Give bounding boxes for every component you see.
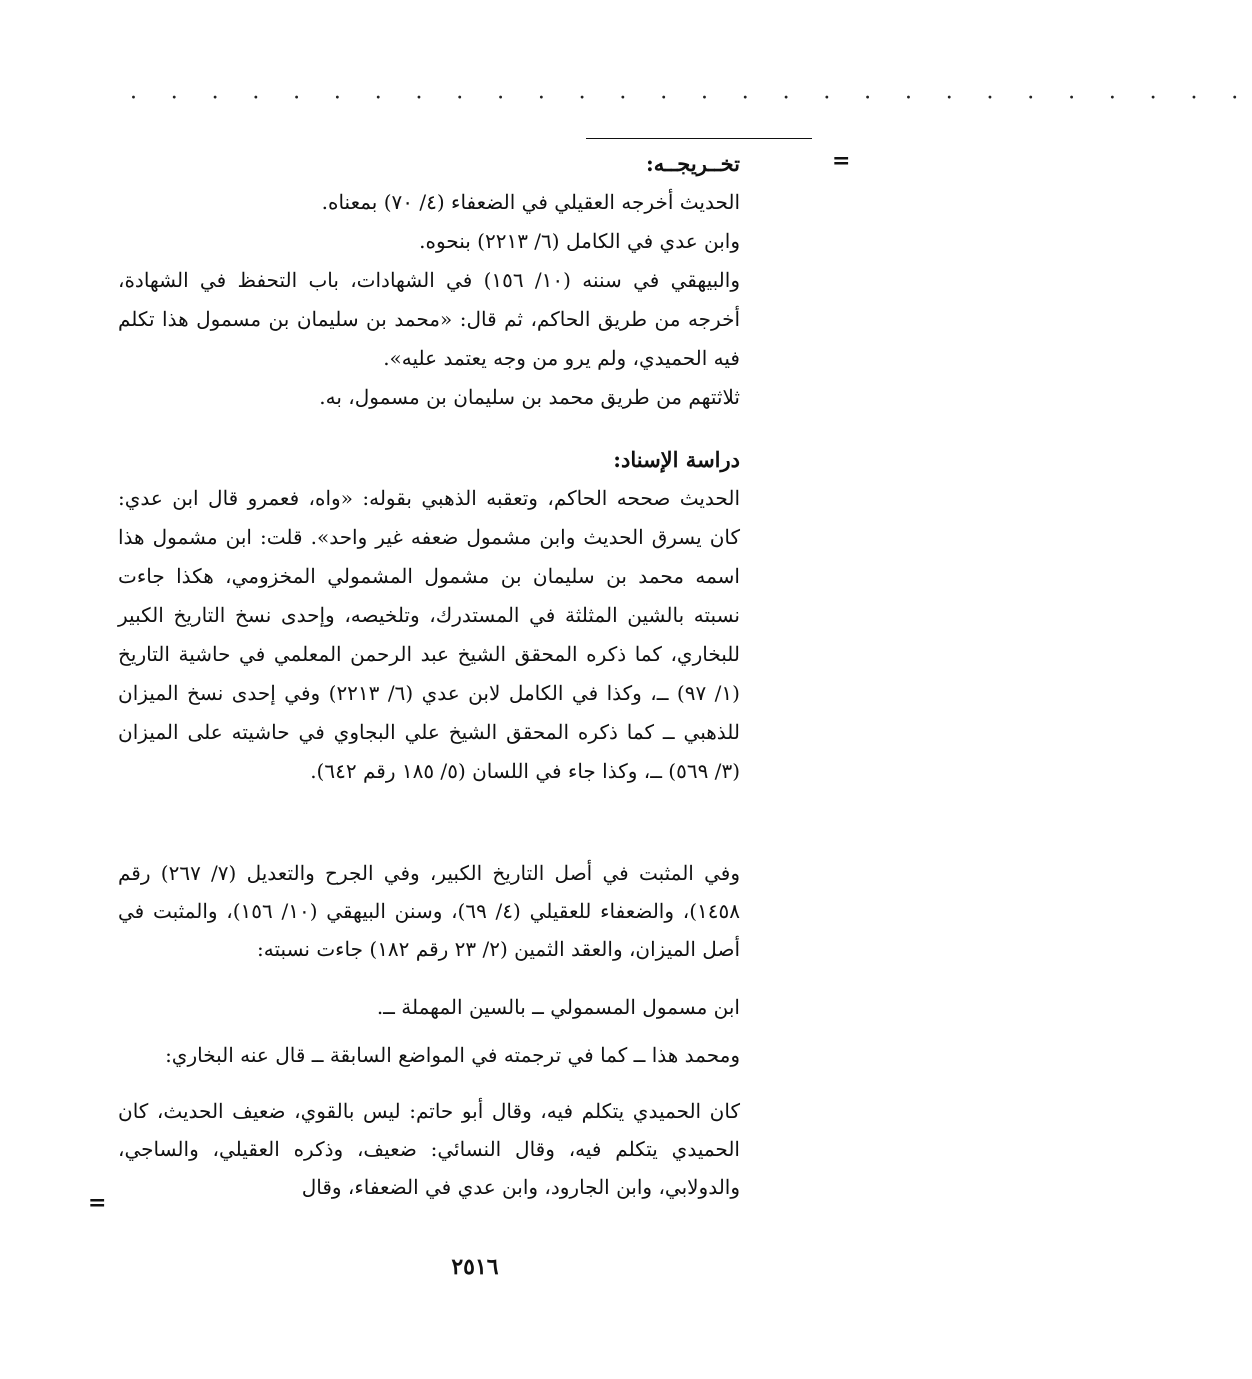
takhrij-line: الحديث أخرجه العقيلي في الضعفاء (٤/ ٧٠) بمعناه. — [321, 190, 740, 214]
humaidi-text: كان الحميدي يتكلم فيه، وقال أبو حاتم: ليس بالقوي، ضعيف الحديث، كان الحميدي يتكلم فيه، وقال النسائي: ضعيف، وذكره العقيلي، والساجي، والدولابي، وابن الجارود، وابن عدي في الضعفاء، وقال — [118, 1099, 740, 1199]
takhrij-line: وابن عدي في الكامل (٦/ ٢٢١٣) بنحوه. — [419, 229, 740, 253]
isnad-section — [118, 440, 740, 791]
isnad-heading: دراسة الإسناد: — [613, 447, 740, 472]
musmul-paragraph — [118, 988, 740, 1026]
muhammad-paragraph — [118, 1036, 740, 1074]
takhrij-section — [118, 144, 740, 417]
musmul-text: ابن مسمول المسمولي ــ بالسين المهملة ــ. — [376, 995, 740, 1019]
header-rule — [586, 138, 812, 139]
page-number: ٢٥١٦ — [451, 1254, 499, 1280]
takhrij-line: والبيهقي في سننه (١٠/ ١٥٦) في الشهادات، باب التحفظ في الشهادة، أخرجه من طريق الحاكم، ثم قال: «محمد بن سليمان بن مسمول هذا تكلم فيه الحميدي، ولم يرو من وجه يعتمد عليه». — [118, 268, 740, 370]
muthbat-text: وفي المثبت في أصل التاريخ الكبير، وفي الجرح والتعديل (٧/ ٢٦٧) رقم ١٤٥٨)، والضعفاء للعقيلي (٤/ ٦٩)، وسنن البيهقي (١٠/ ١٥٦)، والمثبت في أصل الميزان، والعقد الثمين (٢/ ٢٣ رقم ١٨٢) جاءت نسبته: — [118, 861, 740, 961]
muhammad-text: ومحمد هذا ــ كما في ترجمته في المواضع السابقة ــ قال عنه البخاري: — [165, 1043, 740, 1067]
muthbat-paragraph — [118, 854, 740, 968]
takhrij-line: ثلاثتهم من طريق محمد بن سليمان بن مسمول، به. — [319, 385, 740, 409]
isnad-paragraph: الحديث صححه الحاكم، وتعقبه الذهبي بقوله: «واه، فعمرو قال ابن عدي: كان يسرق الحديث وابن مشمول ضعفه غير واحد». قلت: ابن مشمول هذا اسمه محمد بن سليمان بن مشمول المشمولي المخزومي، هكذا جاءت نسبته بالشين المثلثة في المستدرك، وتلخيصه، وإحدى نسخ التاريخ الكبير للبخاري، كما ذكره المحقق الشيخ عبد الرحمن المعلمي في حاشية التاريخ (١/ ٩٧) ــ، وكذا في الكامل لابن عدي (٦/ ٢٢١٣) وفي إحدى نسخ الميزان للذهبي ــ كما ذكره المحقق الشيخ علي البجاوي في حاشيته على الميزان (٣/ ٥٦٩) ــ، وكذا جاء في اللسان (٥/ ١٨٥ رقم ٦٤٢). — [118, 486, 740, 783]
takhrij-heading: تخــريجــه: — [645, 151, 740, 176]
continuation-mark-bottom: = — [88, 1190, 107, 1216]
humaidi-paragraph — [118, 1092, 740, 1206]
continuation-mark-top: = — [832, 148, 851, 174]
header-dotted-separator: · · · · · · · · · · · · · · · · · · · · · · · · · · · · — [130, 86, 1252, 111]
